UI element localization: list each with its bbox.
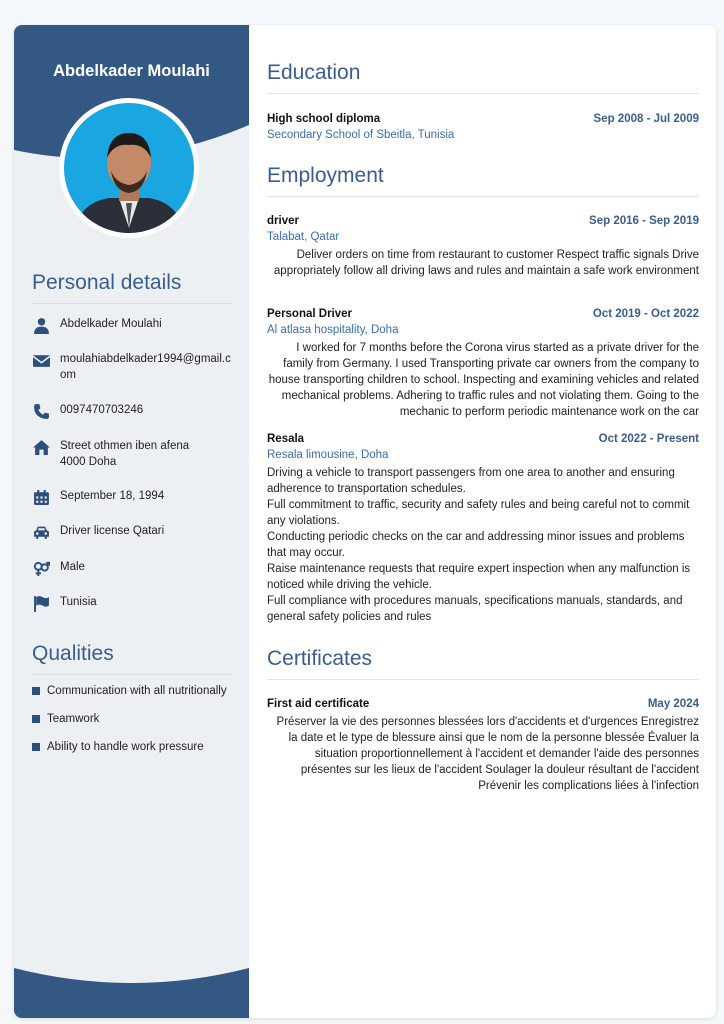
entry-title: driver	[267, 215, 299, 227]
entry-title: First aid certificate	[267, 698, 370, 710]
bullet-square-icon	[32, 743, 40, 751]
employment-title: Employment	[267, 164, 699, 197]
bullet-square-icon	[32, 715, 40, 723]
resume-page	[14, 25, 716, 1018]
entry-description: I worked for 7 months before the Corona virus started as a private driver for the family from Germany. I used Transporting private car owners from the company to house transporting children to school. Inspecting and examining vehicles and related mechanical problems. Adhering to traffic rules and not violating them. Going to the mechanic to perform periodic maintenance work on the car	[268, 342, 699, 418]
personal-details-section	[32, 271, 232, 608]
sidebar-footer-background	[14, 968, 249, 1018]
entry-dates: Oct 2019 - Oct 2022	[592, 308, 699, 320]
education-entry-header	[267, 113, 699, 125]
detail-name: Abdelkader Moulahi	[32, 316, 237, 334]
detail-birthdate: September 18, 1994	[32, 488, 237, 506]
detail-address: Street othmen iben afena 4000 Doha	[32, 438, 237, 470]
certificate-entry-header	[267, 698, 699, 710]
personal-details-title: Personal details	[32, 271, 232, 304]
gender-icon	[32, 559, 50, 577]
sidebar	[14, 25, 249, 1018]
entry-dates: Sep 2016 - Sep 2019	[589, 215, 699, 227]
detail-email: moulahiabdelkader1994@gmail.com	[32, 351, 237, 383]
quality-item: Teamwork	[32, 713, 242, 725]
entry-dates: Sep 2008 - Jul 2009	[593, 113, 699, 125]
entry-organization: Al atlasa hospitality, Doha	[267, 324, 399, 336]
calendar-icon	[32, 488, 50, 506]
flag-icon	[32, 594, 50, 612]
entry-description: Deliver orders on time from restaurant to customer Respect traffic signals Drive appropriately follow all driving laws and rules and maintain a safe work environment	[273, 249, 699, 277]
entry-title: Resala	[267, 433, 305, 445]
quality-item: Ability to handle work pressure	[32, 741, 242, 753]
entry-description: Driving a vehicle to transport passengers from one area to another and ensuring adherence to transportation schedules. Full commitment to traffic, security and safety rules and being careful not to commit any violations. Conducting periodic checks on the car and addressing minor issues and problems that may occur. Raise maintenance requests that require expert inspection when any malfunction is noticed while driving the vehicle. Full compliance with procedures manuals, specifications manuals, standards, and general safety policies and rules	[267, 467, 691, 623]
detail-phone: 0097470703246	[32, 402, 237, 420]
detail-nationality: Tunisia	[32, 594, 237, 612]
employment-entry-header	[267, 433, 699, 445]
candidate-name: Abdelkader Moulahi	[53, 62, 210, 80]
entry-dates: May 2024	[647, 698, 699, 710]
entry-organization: Talabat, Qatar	[267, 231, 340, 243]
employment-entry-header	[267, 215, 699, 227]
detail-gender: Male	[32, 559, 237, 577]
entry-title: High school diploma	[267, 113, 381, 125]
phone-icon	[32, 402, 50, 420]
entry-dates: Oct 2022 - Present	[598, 433, 699, 445]
entry-organization: Resala limousine, Doha	[267, 449, 389, 461]
employment-entry-header	[267, 308, 699, 320]
certificates-title: Certificates	[267, 647, 699, 680]
car-icon	[32, 523, 50, 541]
entry-description: Préserver la vie des personnes blessées lors d'accidents et d'urgences Enregistrez la date et le type de blessure ainsi que le nom de la personne blessée Évaluer la situation proportionnellement à l'accident et demander l'aide des personnes présentes sur les lieux de l'accident Soulager la douleur résultant de l'accident Prévenir les complications liées à l'infection	[276, 716, 699, 792]
entry-title: Personal Driver	[267, 308, 353, 320]
qualities-section	[32, 642, 232, 753]
education-title: Education	[267, 61, 699, 94]
bullet-square-icon	[32, 687, 40, 695]
profile-photo	[59, 98, 199, 238]
detail-license: Driver license Qatari	[32, 523, 237, 541]
qualities-title: Qualities	[32, 642, 232, 675]
home-icon	[32, 438, 50, 456]
envelope-icon	[32, 351, 50, 369]
entry-organization: Secondary School of Sbeitla, Tunisia	[267, 129, 455, 141]
quality-item: Communication with all nutritionally	[32, 685, 242, 697]
person-icon	[32, 316, 50, 334]
